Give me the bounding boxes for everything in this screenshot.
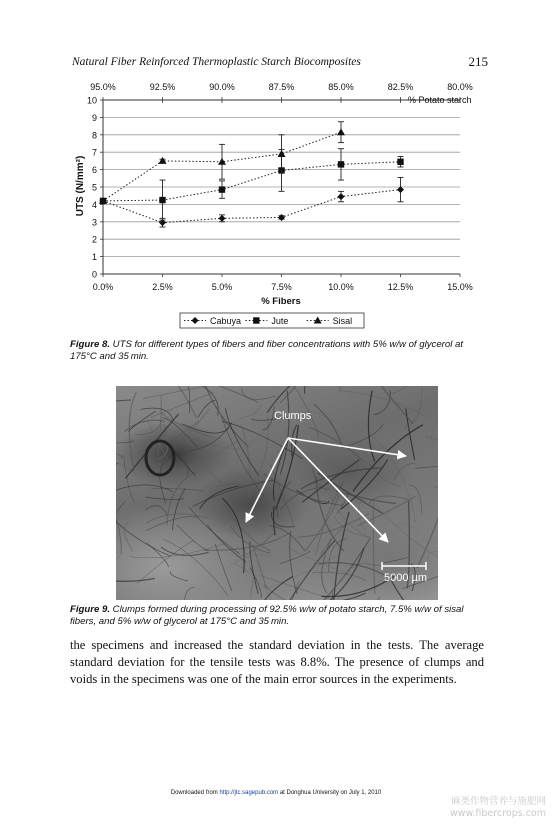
fiber-strand bbox=[251, 576, 254, 598]
fiber-strand bbox=[151, 488, 204, 491]
fiber-strand bbox=[129, 392, 136, 470]
y-tick-label: 10 bbox=[86, 95, 97, 106]
fiber-strand bbox=[353, 425, 423, 491]
fiber-strand bbox=[267, 555, 339, 588]
arrow-2 bbox=[288, 438, 406, 456]
fiber-strand bbox=[383, 557, 408, 562]
figure-9-caption bbox=[70, 604, 488, 628]
fiber-strand bbox=[315, 539, 370, 600]
fiber-strand bbox=[426, 436, 438, 476]
y-tick-label: 8 bbox=[91, 130, 97, 141]
download-suffix: at Donghua University on July 1, 2010 bbox=[279, 790, 382, 796]
y-tick-label: 2 bbox=[91, 234, 97, 245]
x-tick-label: 15.0% bbox=[447, 282, 473, 292]
fiber-strand bbox=[390, 386, 411, 393]
fiber-strand bbox=[305, 386, 329, 394]
fiber-strand bbox=[190, 449, 244, 512]
fiber-strand bbox=[222, 555, 273, 573]
fiber-strand bbox=[415, 466, 438, 470]
fiber-strand bbox=[267, 386, 333, 413]
fiber-strand bbox=[357, 496, 416, 526]
fiber-strand bbox=[215, 544, 232, 591]
figure-9-label: Figure 9. bbox=[70, 604, 110, 615]
fiber-strand bbox=[200, 441, 237, 470]
data-point bbox=[338, 161, 344, 167]
figure-8-text: UTS for different types of fibers and fiber concentrations with 5% w/w of glycerol at 175°C and 35 min. bbox=[70, 339, 463, 362]
fiber-strand bbox=[340, 391, 427, 418]
uts-chart bbox=[0, 0, 552, 340]
fiber-strand bbox=[170, 571, 188, 581]
data-point bbox=[219, 186, 225, 192]
y-tick-label: 6 bbox=[91, 165, 97, 176]
figure-9-text: Clumps formed during processing of 92.5% w/w of potato starch, 7.5% w/w of sisal fibers, and 5% w/w of glycerol at 175°C and 35 min. bbox=[70, 604, 464, 627]
body-paragraph: the specimens and increased the standard deviation in the tests. The average standard deviation for the tensile tests was 8.8%. The presence of clumps and voids in the specimens was one of the main error sources in the experiments. bbox=[70, 638, 484, 686]
y-tick-label: 1 bbox=[91, 252, 97, 263]
fiber-strand bbox=[145, 506, 167, 516]
series-line bbox=[103, 190, 401, 223]
fiber-strand bbox=[116, 485, 173, 492]
x-tick-label: 7.5% bbox=[271, 282, 292, 292]
data-point bbox=[397, 159, 403, 165]
y-tick-label: 4 bbox=[91, 199, 97, 210]
series-jute bbox=[100, 149, 404, 220]
fiber-strand bbox=[151, 392, 214, 417]
data-point bbox=[278, 214, 285, 221]
fiber-strand bbox=[177, 525, 208, 551]
scale-bar-label: 5000 µm bbox=[384, 572, 428, 584]
watermark-line-2: www.fibercrops.com bbox=[449, 808, 546, 819]
x2-tick-label: 92.5% bbox=[149, 82, 176, 92]
data-point bbox=[337, 128, 345, 135]
figure-8-label: Figure 8. bbox=[70, 339, 110, 350]
fiber-strand bbox=[241, 388, 276, 400]
micrograph-image bbox=[116, 386, 438, 600]
clumps-label: Clumps bbox=[274, 410, 312, 422]
x2-tick-label: 87.5% bbox=[268, 82, 295, 92]
fiber-strand bbox=[264, 474, 343, 506]
data-point bbox=[278, 150, 286, 157]
data-point bbox=[253, 317, 259, 323]
fiber-strand bbox=[116, 453, 122, 459]
secondary-axis-label: % Potato starch bbox=[408, 95, 472, 105]
fiber-strand bbox=[160, 463, 166, 503]
arrow-3 bbox=[288, 438, 388, 542]
fiber-strand bbox=[203, 386, 218, 415]
page-number: 215 bbox=[468, 54, 488, 69]
chart-legend bbox=[180, 313, 364, 328]
figure-8-caption bbox=[70, 339, 488, 363]
x-tick-label: 2.5% bbox=[152, 282, 173, 292]
fiber-strand bbox=[370, 463, 401, 486]
fiber-strand bbox=[394, 463, 415, 480]
fiber-strand bbox=[314, 404, 341, 443]
y-tick-label: 0 bbox=[91, 269, 97, 280]
y-tick-label: 7 bbox=[91, 147, 97, 158]
x2-tick-label: 85.0% bbox=[328, 82, 354, 92]
series-line bbox=[103, 162, 401, 201]
fiber-strand bbox=[116, 400, 131, 412]
fiber-strand bbox=[225, 408, 258, 475]
x2-tick-label: 95.0% bbox=[90, 82, 116, 92]
fiber-strand bbox=[116, 555, 121, 564]
x2-tick-label: 82.5% bbox=[387, 82, 414, 92]
fiber-strand bbox=[143, 386, 232, 399]
x-tick-label: 0.0% bbox=[92, 282, 114, 292]
x-tick-label: 10.0% bbox=[328, 282, 354, 292]
y-tick-label: 9 bbox=[91, 112, 97, 123]
fiber-strand bbox=[273, 443, 286, 501]
series-cabuya bbox=[100, 177, 405, 227]
fiber-strand bbox=[137, 541, 193, 584]
legend-label-cabuya: Cabuya bbox=[210, 316, 242, 326]
fiber-strand bbox=[234, 564, 274, 600]
fiber-strand bbox=[145, 517, 198, 532]
fiber-strand bbox=[159, 412, 215, 438]
data-point bbox=[219, 215, 226, 222]
fiber-strand bbox=[241, 405, 261, 417]
chart-series bbox=[99, 122, 404, 227]
fiber-strand bbox=[271, 512, 294, 527]
fiber-strand bbox=[280, 391, 289, 475]
fiber-strand bbox=[198, 400, 215, 418]
legend-label-sisal: Sisal bbox=[332, 316, 353, 326]
fiber-strand bbox=[377, 506, 438, 565]
fiber-strand bbox=[172, 488, 185, 530]
fiber-strand bbox=[116, 463, 118, 487]
y-tick-label: 5 bbox=[91, 182, 97, 193]
y-tick-label: 3 bbox=[91, 217, 97, 228]
data-point bbox=[338, 193, 345, 200]
fiber-strand bbox=[373, 503, 375, 594]
legend-label-jute: Jute bbox=[271, 316, 289, 326]
fiber-strand bbox=[316, 482, 343, 555]
data-point bbox=[159, 197, 165, 203]
x2-tick-label: 80.0% bbox=[447, 82, 473, 92]
fiber-strand bbox=[116, 578, 155, 581]
x2-tick-label: 90.0% bbox=[209, 82, 235, 92]
fiber-strand bbox=[164, 539, 228, 595]
fiber-strand bbox=[312, 572, 365, 580]
running-title: Natural Fiber Reinforced Thermoplastic Starch Biocomposites bbox=[72, 56, 361, 68]
fiber-strand bbox=[116, 462, 138, 476]
fiber-strand bbox=[124, 523, 133, 552]
data-point bbox=[159, 157, 167, 164]
fiber-strand bbox=[342, 424, 383, 448]
watermark bbox=[396, 796, 546, 820]
download-prefix: Downloaded from bbox=[170, 790, 218, 796]
fiber-strand bbox=[222, 498, 244, 573]
x-tick-label: 5.0% bbox=[211, 282, 233, 292]
fiber-strand bbox=[184, 587, 194, 600]
x-tick-label: 12.5% bbox=[387, 282, 414, 292]
x-axis-label: % Fibers bbox=[261, 296, 301, 307]
fiber-strand bbox=[280, 551, 311, 564]
y-axis-label: UTS (N/mm²) bbox=[75, 155, 86, 217]
watermark-line-1: 麻类作物营养与施肥网 bbox=[450, 796, 546, 807]
download-link[interactable]: http://jtc.sagepub.com bbox=[219, 790, 279, 796]
fiber-strand bbox=[116, 503, 121, 555]
fiber-strand bbox=[434, 439, 438, 489]
fiber-strand bbox=[274, 506, 275, 535]
fiber-strand bbox=[116, 521, 171, 556]
